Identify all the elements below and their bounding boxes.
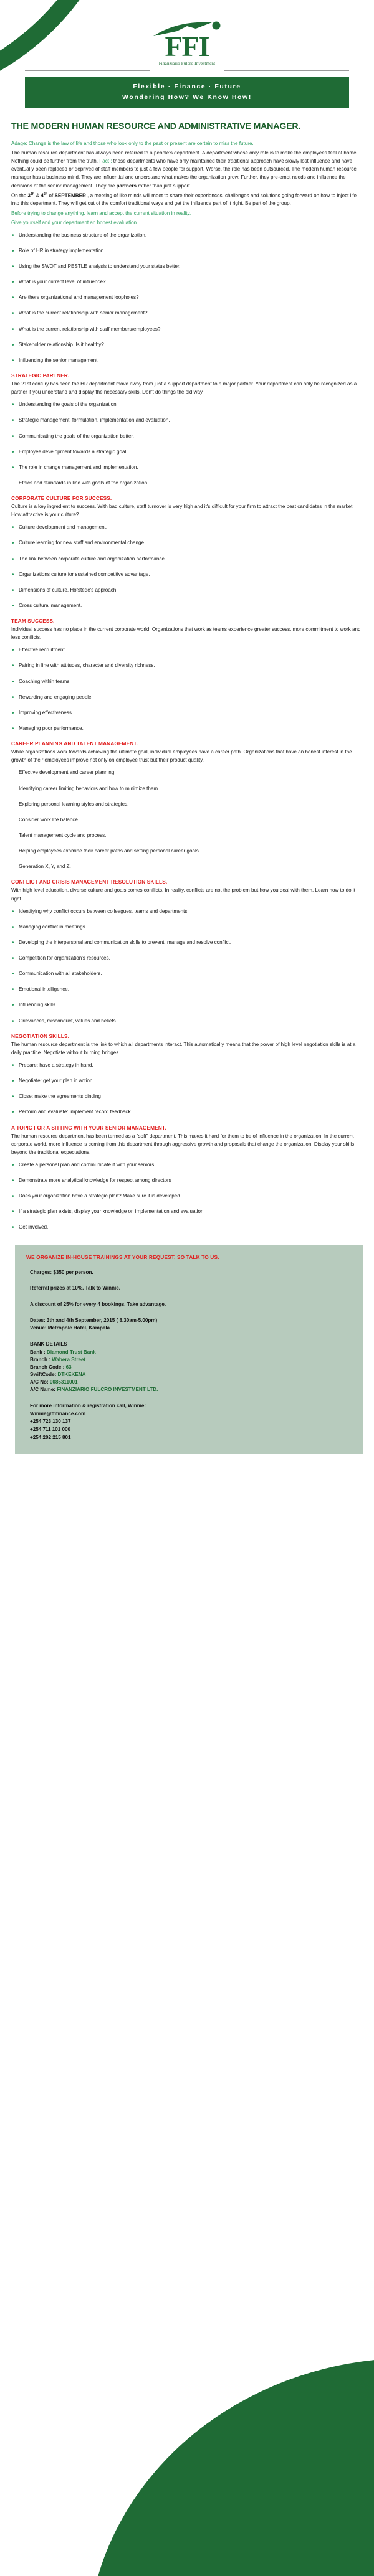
bank-detail-label: Branch Code : bbox=[30, 1364, 66, 1370]
offer-box bbox=[15, 1245, 363, 1455]
phone-number[interactable]: +254 711 101 000 bbox=[30, 1427, 71, 1432]
adage-paragraph bbox=[11, 139, 363, 148]
section-bullet-list bbox=[11, 769, 363, 870]
list-item: • The role in change management and implementation. bbox=[11, 464, 363, 471]
section-bullet-list bbox=[11, 1062, 363, 1116]
date-post: , a meeting of like minds will meet to share their experiences, challenges and solutions going forward on how to inject life into this department. They will get out of the comfort traditional ways and get the influence part of it right. Be part of the group. bbox=[11, 192, 357, 207]
list-item: • Managing poor performance. bbox=[11, 725, 363, 732]
bank-detail-label: Branch : bbox=[30, 1356, 52, 1362]
list-item: • Using the SWOT and PESTLE analysis to understand your status better. bbox=[11, 263, 363, 270]
list-item: • Emotional intelligence. bbox=[11, 986, 363, 993]
section-heading: A TOPIC FOR A SITTING WITH YOUR SENIOR MANAGEMENT. bbox=[11, 1124, 166, 1131]
offer-dates: Dates: 3th and 4th September, 2015 ( 8.30am-5.00pm) bbox=[30, 1317, 158, 1323]
offer-charges: Charges: $350 per person. bbox=[30, 1269, 94, 1275]
intro-bullet-list bbox=[11, 232, 363, 364]
date-of: of bbox=[47, 192, 55, 199]
list-item: • What is the current relationship with senior management? bbox=[11, 309, 363, 317]
event-date-paragraph bbox=[11, 191, 363, 208]
logo bbox=[148, 21, 226, 66]
list-item: • Role of HR in strategy implementation. bbox=[11, 247, 363, 255]
bank-detail-row bbox=[30, 1371, 352, 1379]
list-item: • Culture development and management. bbox=[11, 524, 363, 531]
logo-mark: FFI bbox=[165, 31, 209, 62]
bottom-right-green-swoosh bbox=[87, 2358, 374, 2576]
list-item: • Prepare: have a strategy in hand. bbox=[11, 1062, 363, 1069]
section-heading: TEAM SUCCESS. bbox=[11, 618, 55, 625]
list-item: Identifying career limiting behaviors and how to minimize them. bbox=[19, 785, 160, 791]
bank-detail-value: 0085311001 bbox=[49, 1379, 78, 1385]
tagline-line-1: Flexible · Finance · Future bbox=[133, 83, 241, 91]
bank-detail-row bbox=[30, 1386, 352, 1394]
logo-subtitle: Finanziario Fulcro Investment bbox=[158, 61, 216, 67]
list-item: • Communication with all stakeholders. bbox=[11, 970, 363, 978]
list-item: • Employee development towards a strategic goal. bbox=[11, 448, 363, 456]
bank-detail-value: 63 bbox=[65, 1364, 72, 1370]
section-bullet-list bbox=[11, 908, 363, 1025]
intro-fact-label: Fact ; bbox=[99, 158, 112, 164]
contact-heading: For more information & registration call, Winnie: bbox=[30, 1403, 146, 1409]
section-heading: CAREER PLANNING AND TALENT MANAGEMENT. bbox=[11, 740, 138, 747]
section-body: Individual success has no place in the current corporate world. Organizations that work as teams experience greater success, more commitment to work and less conflicts. bbox=[11, 626, 361, 641]
offer-title: WE ORGANIZE IN-HOUSE TRAININGS AT YOUR REQUEST, SO TALK TO US. bbox=[26, 1253, 219, 1260]
list-item: • Stakeholder relationship. Is it healthy? bbox=[11, 341, 363, 349]
list-item: • The link between corporate culture and organization performance. bbox=[11, 555, 363, 563]
bank-detail-label: A/C No: bbox=[30, 1379, 50, 1385]
list-item: • Dimensions of culture. Hofstede's approach. bbox=[11, 587, 363, 594]
list-item: • What is your current level of influence? bbox=[11, 278, 363, 286]
page-title: THE MODERN HUMAN RESOURCE AND ADMINISTRATIVE MANAGER. bbox=[11, 121, 301, 131]
bank-detail-value: FINANZIARIO FULCRO INVESTMENT LTD. bbox=[57, 1387, 158, 1393]
list-item: • Developing the interpersonal and communication skills to prevent, manage and resolve conflict. bbox=[11, 939, 363, 946]
section-body: With high level education, diverse culture and goals comes conflicts. In reality, conflicts are not the problem but how you deal with them. Learn how to do it right. bbox=[11, 887, 355, 902]
bank-detail-row bbox=[30, 1349, 352, 1356]
section-body: The human resource department has been termed as a "soft" department. This makes it hard for them to be of influence in the organization. In the current corporate world, more influence is coming from this department through aggressive growth and proposals that change the organization. Display your skills beyond the traditional expectations. bbox=[11, 1133, 355, 1155]
bank-detail-row bbox=[30, 1364, 352, 1371]
intro-partners-word: partners bbox=[116, 182, 137, 189]
offer-discount: A discount of 25% for every 4 bookings. Take advantage. bbox=[30, 1301, 166, 1308]
bank-detail-row bbox=[30, 1356, 352, 1364]
header bbox=[0, 0, 374, 108]
list-item: • Pairing in line with attitudes, character and diversity richness. bbox=[11, 662, 363, 669]
list-item: • Competition for organization's resources. bbox=[11, 955, 363, 962]
list-item: Generation X, Y, and Z. bbox=[19, 864, 71, 870]
section-heading: CONFLICT AND CRISIS MANAGEMENT RESOLUTION SKILLS. bbox=[11, 879, 168, 885]
bank-detail-label: Bank : bbox=[30, 1349, 47, 1355]
section-body: The human resource department is the link to which all departments interact. This automatically means that the power of high level negotiation skills is at a daily practice. Negotiate without burning bridges. bbox=[11, 1041, 356, 1055]
section-heading: STRATEGIC PARTNER. bbox=[11, 372, 70, 379]
section-body: While organizations work towards achieving the ultimate goal, individual employees have a career path. Organizations that have an honest interest in the growth of their employees improve not only on employee trust but their product quality. bbox=[11, 749, 352, 763]
section-bullet-list bbox=[11, 401, 363, 487]
list-item: • Create a personal plan and communicate it with your seniors. bbox=[11, 1161, 363, 1169]
bottom-spacer bbox=[0, 1454, 374, 1560]
list-item: Effective development and career planning. bbox=[19, 770, 116, 776]
list-item: • If a strategic plan exists, display your knowledge on implementation and evaluation. bbox=[11, 1208, 363, 1215]
list-item: • Get involved. bbox=[11, 1224, 363, 1231]
list-item: • Organizations culture for sustained competitive advantage. bbox=[11, 571, 363, 578]
list-item: • Grievances, misconduct, values and beliefs. bbox=[11, 1017, 363, 1025]
bank-details-list bbox=[30, 1349, 352, 1394]
list-item: • Influencing skills. bbox=[11, 1001, 363, 1009]
list-item: • Does your organization have a strategic plan? Make sure it is developed. bbox=[11, 1192, 363, 1200]
date-day-4-suffix: th bbox=[43, 191, 48, 196]
phone-number[interactable]: +254 723 130 137 bbox=[30, 1418, 71, 1425]
date-month: SEPTEMBER bbox=[54, 192, 86, 199]
list-item: Talent management cycle and process. bbox=[19, 832, 107, 838]
section-body: The 21st century has seen the HR department move away from just a support department to a major partner. Your department can only be recognized as a partner if you understand and display the necessary skills. Don't do things the old way. bbox=[11, 381, 357, 395]
document-body bbox=[0, 108, 374, 1232]
list-item: • Communicating the goals of the organization better. bbox=[11, 433, 363, 440]
bank-details-heading: BANK DETAILS bbox=[30, 1341, 67, 1347]
list-item: • Cross cultural management. bbox=[11, 602, 363, 610]
bank-detail-value: DTKEKENA bbox=[57, 1371, 86, 1377]
logo-divider-rules bbox=[25, 70, 349, 71]
contact-email[interactable]: Winnie@ffifinance.com bbox=[30, 1410, 86, 1417]
date-day-3-suffix: th bbox=[31, 191, 35, 196]
date-amp: & bbox=[34, 192, 41, 199]
date-pre: On the bbox=[11, 192, 28, 199]
phone-list bbox=[30, 1418, 352, 1441]
list-item: • Identifying why conflict occurs between colleagues, teams and departments. bbox=[11, 908, 363, 915]
adage-label: Adage: bbox=[11, 140, 27, 146]
bank-detail-label: SwiftCode: bbox=[30, 1371, 58, 1377]
bank-detail-value: Wabera Street bbox=[52, 1356, 86, 1362]
offer-venue: Venue: Metropole Hotel, Kampala bbox=[30, 1324, 110, 1331]
bank-detail-value: Diamond Trust Bank bbox=[47, 1349, 96, 1355]
green-note-1: Before trying to change anything, learn and accept the current situation in reality. bbox=[11, 210, 191, 216]
section-bullet-list bbox=[11, 646, 363, 732]
list-item: • Coaching within teams. bbox=[11, 678, 363, 686]
tagline-line-2: Wondering How? We Know How! bbox=[122, 93, 252, 101]
list-item: • Negotiate: get your plan in action. bbox=[11, 1077, 363, 1085]
section-heading: CORPORATE CULTURE FOR SUCCESS. bbox=[11, 495, 112, 502]
list-item: • What is the current relationship with staff members/employees? bbox=[11, 326, 363, 333]
offer-referral: Referral prizes at 10%. Talk to Winnie. bbox=[30, 1285, 121, 1291]
adage-text: Change is the law of life and those who look only to the past or present are certain to miss the future. bbox=[27, 140, 254, 146]
date-day-4: 4 bbox=[41, 192, 44, 199]
list-item: • Effective recruitment. bbox=[11, 646, 363, 654]
section-bullet-list bbox=[11, 524, 363, 610]
phone-number[interactable]: +254 202 215 801 bbox=[30, 1434, 71, 1440]
date-day-3: 3 bbox=[27, 192, 31, 199]
list-item: Ethics and standards in line with goals of the organization. bbox=[19, 479, 149, 486]
section-heading: NEGOTIATION SKILLS. bbox=[11, 1032, 70, 1039]
intro-part-c: rather than just support. bbox=[136, 182, 191, 189]
list-item: • Influencing the senior management. bbox=[11, 357, 363, 364]
list-item: • Improving effectiveness. bbox=[11, 709, 363, 717]
list-item: • Culture learning for new staff and environmental change. bbox=[11, 539, 363, 547]
list-item: • Demonstrate more analytical knowledge for respect among directors bbox=[11, 1177, 363, 1184]
contact-block bbox=[30, 1402, 352, 1441]
list-item: • Perform and evaluate: implement record feedback. bbox=[11, 1108, 363, 1116]
offer-logistics bbox=[30, 1317, 352, 1332]
list-item: Exploring personal learning styles and strategies. bbox=[19, 801, 129, 807]
bank-detail-row bbox=[30, 1379, 352, 1386]
list-item: • Strategic management, formulation, implementation and evaluation. bbox=[11, 417, 363, 424]
intro-part-b: those departments who have only maintained their traditional approach have slowly lost influence and have eventually been replaced or deprived of staff members to just a few people for support. Worse, the role has been outsourced. The modern human resource manager has a business mind. They are influential and understand what makes the organization grow. Further, they pre-empt needs and influence the decisions of the senior management. They are bbox=[11, 158, 357, 189]
list-item: • Managing conflict in meetings. bbox=[11, 923, 363, 931]
tagline-banner bbox=[25, 77, 349, 108]
list-item: Helping employees examine their career paths and setting personal career goals. bbox=[19, 848, 201, 854]
bank-detail-label: A/C Name: bbox=[30, 1387, 57, 1393]
section-body: Culture is a key ingredient to success. With bad culture, staff turnover is very high and it's difficult for your firm to attract the best candidates in the market. How attractive is your culture? bbox=[11, 504, 354, 518]
intro-paragraph bbox=[11, 149, 363, 190]
divider-right bbox=[224, 70, 349, 71]
section-bullet-list bbox=[11, 1161, 363, 1232]
list-item: Consider work life balance. bbox=[19, 816, 80, 823]
sections-root bbox=[11, 372, 363, 1232]
list-item: • Rewarding and engaging people. bbox=[11, 694, 363, 701]
divider-left bbox=[25, 70, 150, 71]
list-item: • Close: make the agreements binding bbox=[11, 1093, 363, 1100]
list-item: • Are there organizational and management loopholes? bbox=[11, 294, 363, 301]
intro-part-a: The human resource department has always been referred to a people's department. A department whose only role is to make the employees feel at home. Nothing could be further from the truth. bbox=[11, 150, 358, 164]
list-item: • Understanding the business structure of the organization. bbox=[11, 232, 363, 239]
green-note-2: Give yourself and your department an honest evaluation. bbox=[11, 219, 138, 225]
list-item: • Understanding the goals of the organization bbox=[11, 401, 363, 408]
